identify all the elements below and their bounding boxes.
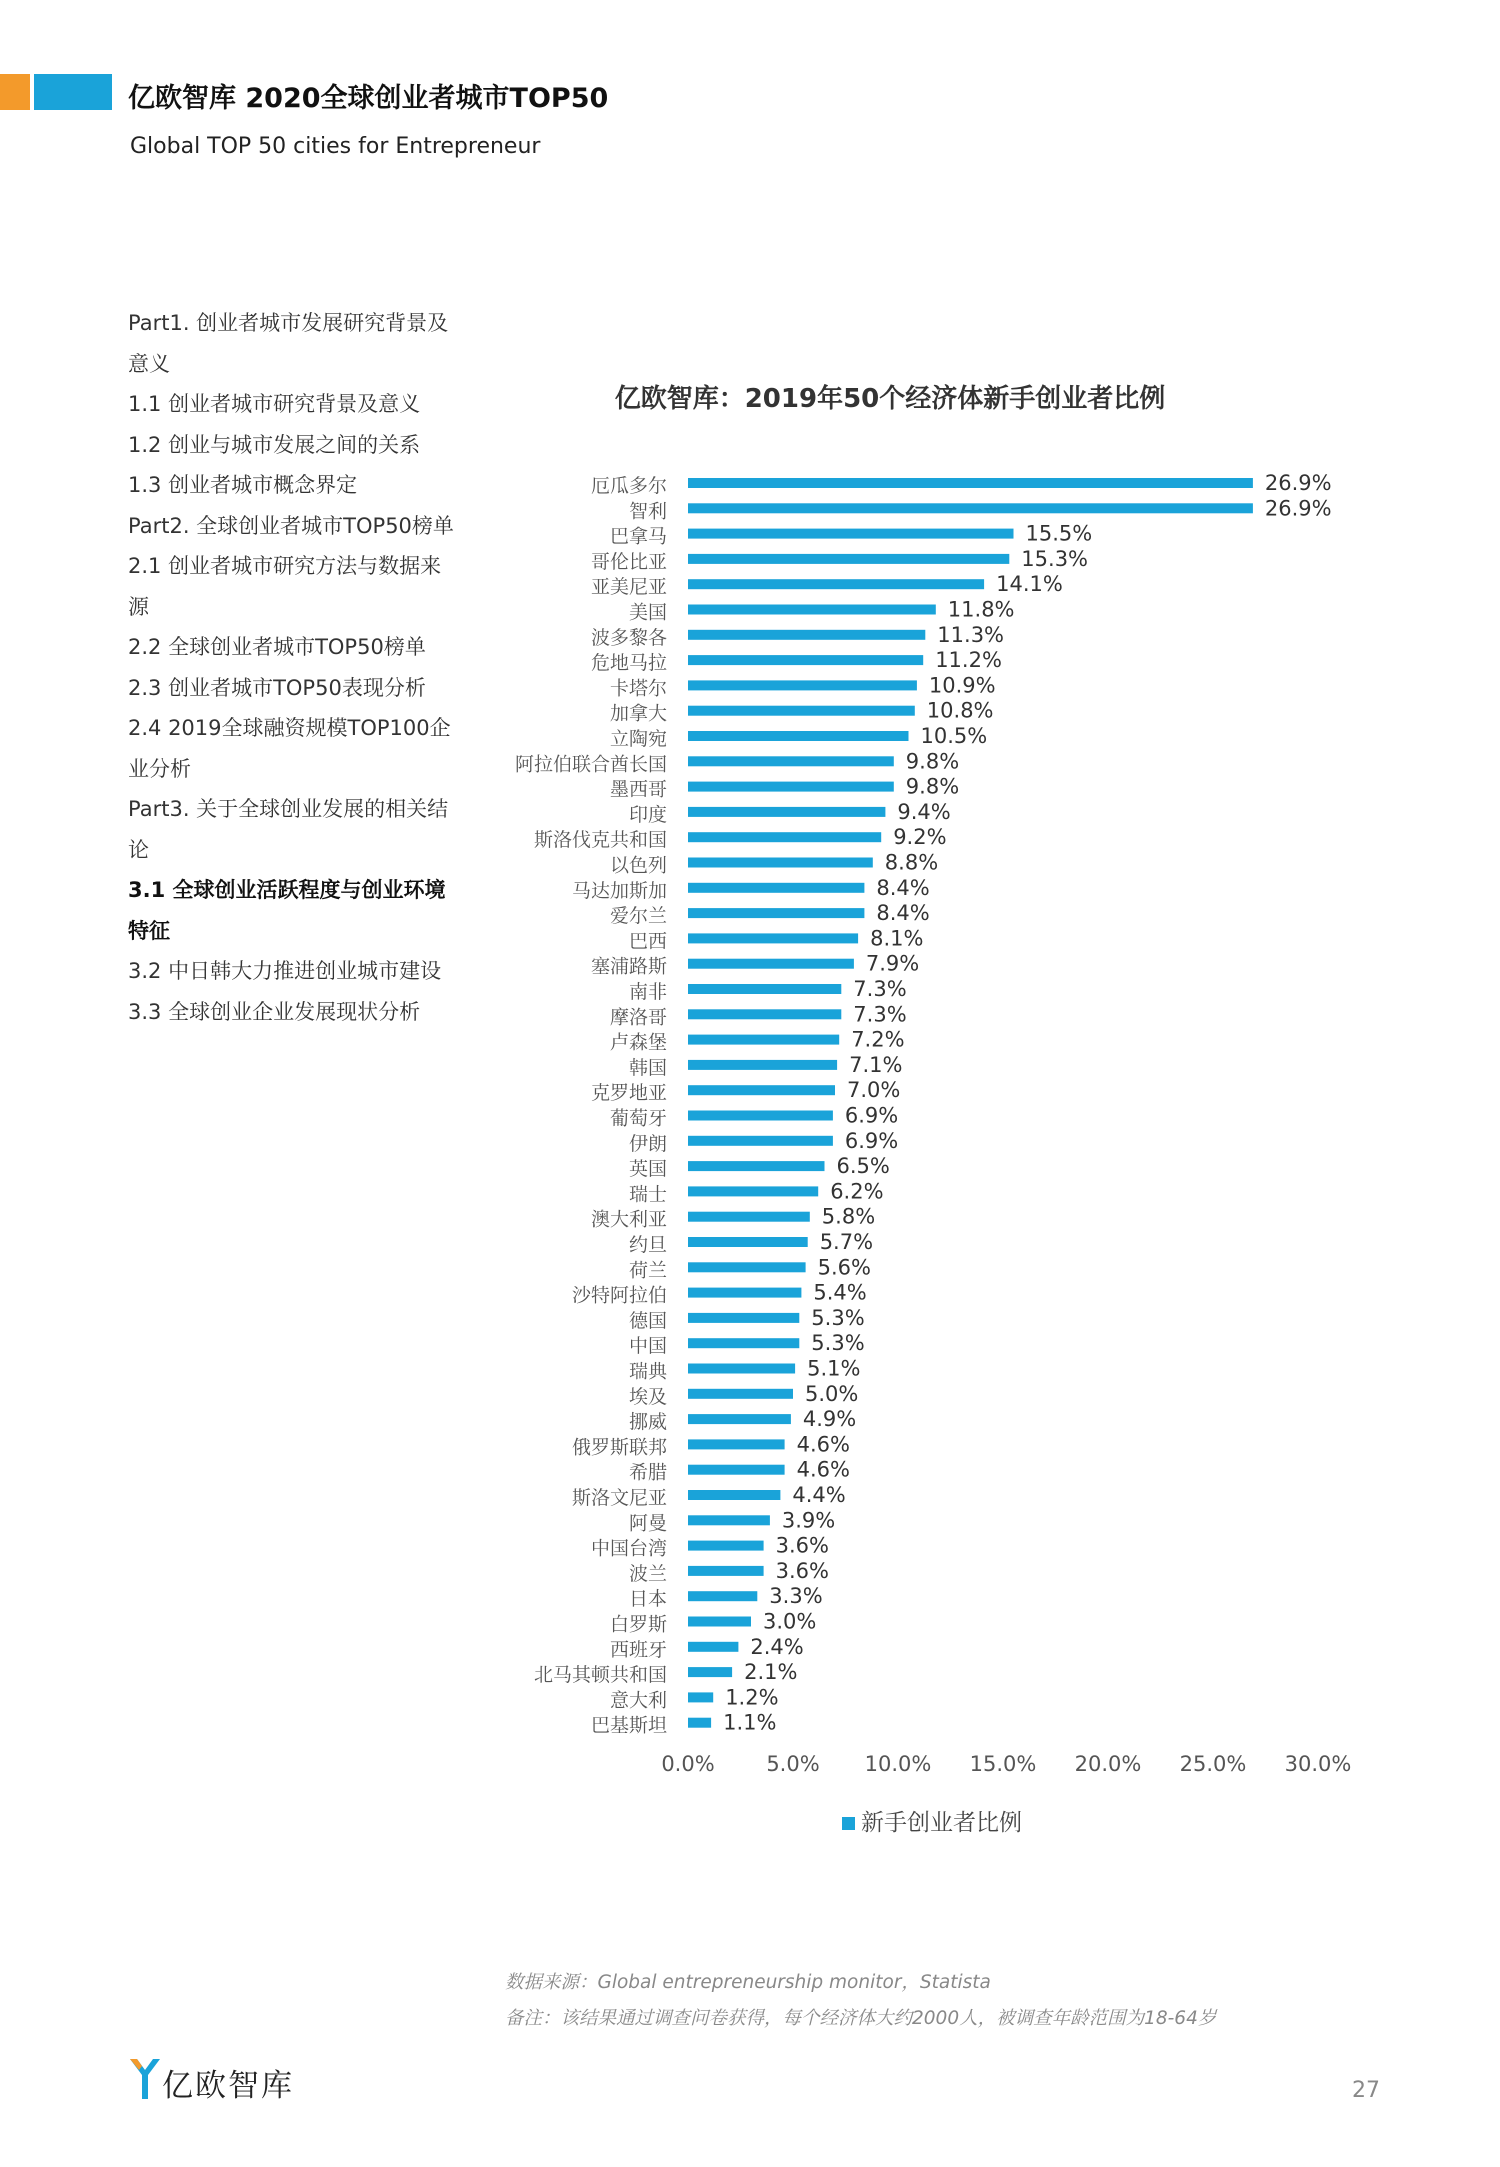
category-label: 瑞士 [628,1183,667,1206]
category-label: 巴拿马 [609,525,667,548]
x-tick-label: 0.0% [661,1752,715,1776]
data-label: 9.4% [897,799,951,824]
bar [688,1060,837,1070]
bar [688,1642,738,1652]
category-label: 瑞典 [628,1360,667,1383]
category-label: 摩洛哥 [609,1006,667,1029]
data-label: 4.9% [802,1407,857,1432]
bar [688,1617,751,1627]
category-label: 危地马拉 [590,652,667,675]
category-label: 印度 [628,803,667,826]
x-tick-label: 20.0% [1074,1752,1142,1776]
category-label: 白罗斯 [609,1613,667,1636]
data-label: 7.2% [851,1027,905,1052]
toc-item[interactable]: 3.3 全球创业企业发展现状分析 [128,999,421,1024]
data-label: 7.3% [853,977,907,1001]
data-label: 6.5% [836,1154,890,1179]
data-label: 5.7% [819,1230,874,1254]
bar [688,1009,841,1019]
bar [688,680,917,690]
bar [688,832,881,842]
data-label: 5.8% [821,1204,876,1229]
category-label: 韩国 [628,1056,667,1079]
category-label: 巴基斯坦 [590,1714,667,1737]
category-label: 希腊 [628,1461,667,1484]
bar [688,1161,825,1171]
x-tick-label: 10.0% [864,1752,932,1776]
bar [688,1465,785,1475]
category-label: 南非 [628,981,667,1003]
category-label: 中国 [628,1335,667,1358]
toc-item[interactable]: 1.1 创业者城市研究背景及意义 [128,392,421,416]
category-label: 荷兰 [628,1259,667,1282]
data-label: 4.6% [796,1457,850,1482]
chart-legend [842,1804,1022,1837]
data-label: 10.9% [928,673,996,698]
toc-item[interactable]: 业分析 [128,756,191,781]
bar [688,1288,801,1298]
toc-item[interactable]: 2.4 2019全球融资规模TOP100企 [128,716,451,740]
bar [688,1439,785,1449]
toc-item[interactable]: 论 [128,837,149,862]
toc-item[interactable]: Part1. 创业者城市发展研究背景及 [128,311,449,335]
bar [688,959,854,969]
bar [688,1136,833,1146]
data-label: 4.6% [796,1432,850,1457]
bar [688,883,864,893]
category-label: 西班牙 [609,1638,667,1661]
category-label: 沙特阿拉伯 [571,1284,667,1307]
bar [688,1692,713,1702]
bar [688,984,841,994]
bar [688,1035,839,1045]
bar [688,1085,835,1095]
category-label: 哥伦比亚 [590,550,667,573]
category-label: 约旦 [628,1234,667,1256]
page-title: 亿欧智库 2020全球创业者城市TOP50 [128,83,609,114]
data-label: 7.3% [853,1002,907,1027]
x-tick-label: 5.0% [766,1752,820,1776]
data-source-note: 数据来源：Global entrepreneurship monitor，Statista [505,1972,991,1993]
data-label: 3.6% [775,1558,829,1583]
logo-text: 亿欧智库 [162,2068,294,2104]
category-label: 卡塔尔 [609,677,667,700]
bar [688,655,923,665]
category-label: 英国 [628,1158,667,1181]
toc-item[interactable]: 3.1 全球创业活跃程度与创业环境 [128,878,446,902]
category-label: 加拿大 [609,702,667,725]
data-label: 8.8% [884,850,939,875]
bar [688,554,1009,564]
x-tick-label: 15.0% [969,1752,1037,1776]
x-tick-label: 25.0% [1179,1752,1247,1776]
data-label: 1.1% [723,1710,777,1735]
toc-item[interactable]: Part3. 关于全球创业发展的相关结 [128,797,449,821]
category-label: 伊朗 [628,1132,667,1155]
data-label: 8.4% [876,901,930,926]
category-label: 埃及 [628,1385,667,1408]
data-label: 11.3% [937,622,1005,647]
category-label: 美国 [628,601,667,624]
chart-title: 亿欧智库：2019年50个经济体新手创业者比例 [614,384,1166,414]
legend-swatch [842,1817,855,1830]
data-label: 9.8% [905,749,960,774]
category-label: 澳大利亚 [590,1208,667,1231]
category-label: 卢森堡 [609,1031,667,1054]
bar [688,933,858,943]
category-label: 马达加斯加 [571,879,667,902]
data-label: 7.0% [847,1078,901,1103]
bar [688,529,1014,539]
category-label: 挪威 [628,1411,667,1434]
data-label: 8.4% [876,875,930,900]
data-label: 8.1% [870,926,924,951]
data-label: 3.0% [763,1609,817,1634]
category-label: 塞浦路斯 [590,955,667,978]
data-label: 26.9% [1264,496,1332,521]
category-label: 波兰 [628,1562,667,1585]
data-label: 5.1% [807,1356,861,1381]
category-label: 意大利 [609,1689,667,1712]
page-subtitle: Global TOP 50 cities for Entrepreneur [130,134,541,159]
toc-item[interactable]: 2.3 创业者城市TOP50表现分析 [128,675,426,700]
remark-note: 备注：该结果通过调查问卷获得，每个经济体大约2000人，被调查年龄范围为18-64岁 [505,2008,1217,2029]
data-label: 15.5% [1025,521,1093,546]
bar [688,605,936,615]
bar [688,503,1253,513]
category-label: 俄罗斯联邦 [571,1436,667,1459]
yiou-logo-icon [128,2055,162,2101]
data-label: 5.3% [811,1305,865,1330]
data-label: 10.5% [920,724,988,748]
bar [688,1541,764,1551]
category-label: 克罗地亚 [590,1082,667,1105]
data-label: 10.8% [926,698,994,723]
bar [688,1515,770,1525]
bar [688,1186,818,1196]
bar [688,1389,793,1399]
bar [688,1490,780,1500]
toc-item[interactable]: 1.3 创业者城市概念界定 [128,473,358,497]
data-label: 6.9% [844,1103,899,1128]
bar [688,478,1253,488]
category-label: 日本 [628,1588,667,1611]
category-label: 中国台湾 [590,1537,667,1560]
data-label: 5.0% [805,1381,859,1406]
data-label: 3.9% [781,1508,836,1533]
toc-item[interactable]: 2.1 创业者城市研究方法与数据来 [128,554,442,578]
data-label: 1.2% [725,1685,779,1710]
bar [688,858,873,868]
toc-item[interactable]: 特征 [128,918,170,943]
x-tick-label: 30.0% [1284,1752,1352,1776]
category-label: 智利 [628,500,667,523]
toc-item[interactable]: Part2. 全球创业者城市TOP50榜单 [128,513,454,538]
toc-item[interactable]: 意义 [128,351,170,376]
data-label: 3.3% [769,1584,823,1609]
bar [688,630,925,640]
data-label: 4.4% [792,1483,846,1507]
toc-item[interactable]: 源 [128,594,149,619]
data-label: 2.4% [750,1634,804,1659]
data-label: 7.9% [865,951,920,976]
data-label: 11.8% [947,597,1015,622]
bar [688,1414,791,1424]
data-label: 11.2% [935,648,1002,673]
toc-item[interactable]: 3.2 中日韩大力推进创业城市建设 [128,959,442,983]
category-label: 北马其顿共和国 [533,1664,667,1687]
bar [688,1566,764,1576]
data-label: 14.1% [996,572,1063,597]
category-label: 德国 [628,1309,667,1332]
category-label: 巴西 [628,930,667,953]
category-label: 斯洛伐克共和国 [533,829,667,852]
category-label: 墨西哥 [609,778,667,801]
category-label: 爱尔兰 [609,905,667,928]
page-number: 27 [1352,2078,1380,2103]
category-label: 厄瓜多尔 [590,475,667,497]
bar [688,1262,806,1272]
data-label: 9.2% [893,825,947,850]
bar [688,1364,795,1374]
toc-item[interactable]: 1.2 创业与城市发展之间的关系 [128,432,421,457]
legend-label: 新手创业者比例 [861,1810,1022,1836]
data-label: 9.8% [905,774,960,799]
data-label: 6.2% [830,1179,884,1204]
data-label: 6.9% [844,1128,899,1153]
bar [688,1591,757,1601]
category-label: 阿曼 [628,1512,667,1535]
bar [688,756,894,766]
bar [688,1212,810,1222]
bar [688,1667,732,1677]
toc-item[interactable]: 2.2 全球创业者城市TOP50榜单 [128,635,426,659]
data-label: 3.6% [775,1533,829,1558]
category-label: 立陶宛 [609,728,667,750]
category-label: 斯洛文尼亚 [571,1487,667,1509]
bar [688,706,915,716]
category-label: 亚美尼亚 [590,576,667,599]
bar [688,908,864,918]
data-label: 2.1% [744,1660,798,1685]
data-label: 5.4% [813,1280,867,1305]
category-label: 波多黎各 [590,626,667,649]
bar [688,1313,799,1323]
bar [688,1338,799,1348]
bar [688,731,909,741]
data-label: 5.6% [817,1255,871,1280]
category-label: 葡萄牙 [609,1107,667,1130]
bar [688,579,984,589]
category-label: 阿拉伯联合酋长国 [514,753,667,776]
bar [688,782,894,792]
bar [688,1718,711,1728]
data-label: 7.1% [849,1052,903,1077]
bar [688,807,885,817]
bar [688,1111,833,1121]
bar [688,1237,808,1247]
data-label: 5.3% [811,1331,865,1356]
data-label: 15.3% [1021,546,1089,571]
category-label: 以色列 [609,854,667,877]
data-label: 26.9% [1264,471,1332,495]
